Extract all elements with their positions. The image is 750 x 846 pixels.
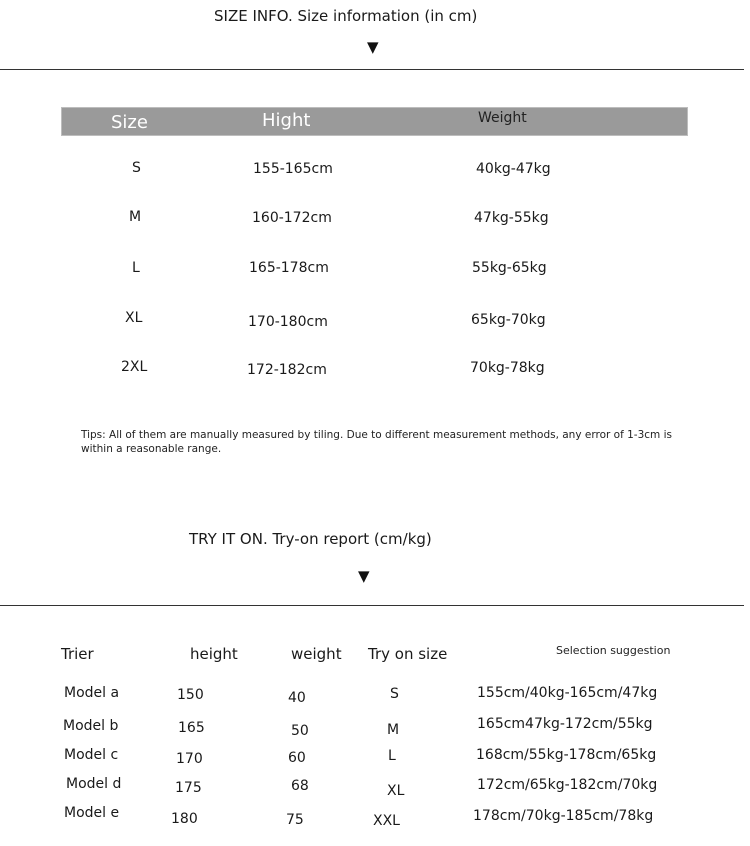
header-weight: Weight xyxy=(478,110,527,126)
weight-cell: 50 xyxy=(291,723,309,739)
height-cell: 170 xyxy=(176,751,203,767)
suggestion-cell: 165cm47kg-172cm/55kg xyxy=(477,716,653,732)
measurement-tips: Tips: All of them are manually measured by tiling. Due to different measurement methods, any error of 1-3cm is within a reasonable range. xyxy=(81,429,672,455)
weight-cell: 40 xyxy=(288,690,306,706)
height-cell: 170-180cm xyxy=(248,314,328,330)
weight-cell: 40kg-47kg xyxy=(476,161,551,177)
section-divider xyxy=(0,69,744,70)
size-table-header xyxy=(61,107,688,136)
size-cell: XL xyxy=(125,310,143,326)
trier-cell: Model c xyxy=(64,747,119,763)
size-cell: L xyxy=(132,260,140,276)
suggestion-cell: 155cm/40kg-165cm/47kg xyxy=(477,685,658,701)
size-cell: S xyxy=(132,160,141,176)
height-cell: 150 xyxy=(177,687,204,703)
weight-cell: 70kg-78kg xyxy=(470,360,545,376)
header-try-on-size: Try on size xyxy=(368,645,448,663)
height-cell: 155-165cm xyxy=(253,161,333,177)
size-cell: M xyxy=(129,209,142,225)
height-cell: 160-172cm xyxy=(252,210,332,226)
height-cell: 175 xyxy=(175,780,202,796)
header-selection-suggestion: Selection suggestion xyxy=(556,644,671,657)
size-cell: XL xyxy=(387,783,405,799)
suggestion-cell: 172cm/65kg-182cm/70kg xyxy=(477,777,658,793)
suggestion-cell: 178cm/70kg-185cm/78kg xyxy=(473,808,654,824)
down-arrow-icon: ▼ xyxy=(367,38,379,56)
height-cell: 165 xyxy=(178,720,205,736)
weight-cell: 47kg-55kg xyxy=(474,210,549,226)
trier-cell: Model b xyxy=(63,718,119,734)
height-cell: 172-182cm xyxy=(247,362,327,378)
weight-cell: 65kg-70kg xyxy=(471,312,546,328)
weight-cell: 55kg-65kg xyxy=(472,260,547,276)
section-divider xyxy=(0,605,744,606)
header-size: Size xyxy=(111,112,148,133)
size-cell: XXL xyxy=(373,813,400,829)
suggestion-cell: 168cm/55kg-178cm/65kg xyxy=(476,747,657,763)
weight-cell: 60 xyxy=(288,750,306,766)
down-arrow-icon: ▼ xyxy=(358,567,370,585)
trier-cell: Model e xyxy=(64,805,120,821)
height-cell: 165-178cm xyxy=(249,260,329,276)
try-on-title: TRY IT ON. Try-on report (cm/kg) xyxy=(189,530,432,548)
size-cell: M xyxy=(387,722,400,738)
height-cell: 180 xyxy=(171,811,198,827)
size-cell: 2XL xyxy=(121,359,148,375)
trier-cell: Model d xyxy=(66,776,122,792)
header-weight: weight xyxy=(291,645,342,663)
header-height: Hight xyxy=(262,110,311,131)
size-cell: L xyxy=(388,748,396,764)
weight-cell: 68 xyxy=(291,778,309,794)
size-info-title: SIZE INFO. Size information (in cm) xyxy=(214,7,478,25)
weight-cell: 75 xyxy=(286,812,304,828)
header-trier: Trier xyxy=(61,645,94,663)
trier-cell: Model a xyxy=(64,685,120,701)
header-height: height xyxy=(190,645,238,663)
size-cell: S xyxy=(390,686,399,702)
